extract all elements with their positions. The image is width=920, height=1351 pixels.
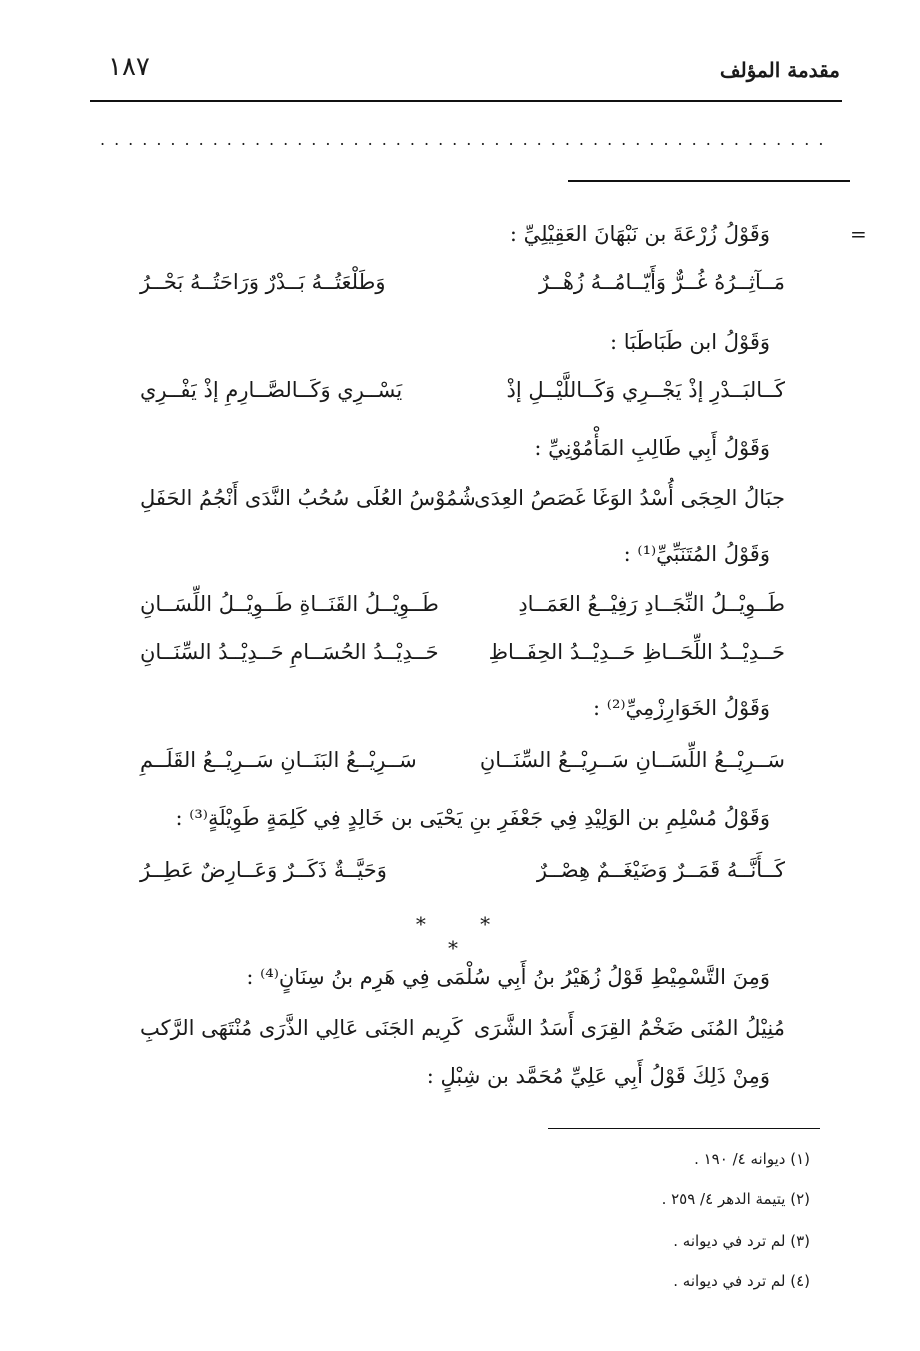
- verse-line: [140, 858, 785, 898]
- footnote: (٣) لم ترد في ديوانه .: [673, 1232, 810, 1250]
- footnote: (٤) لم ترد في ديوانه .: [673, 1272, 810, 1290]
- prose-line: وَقَوْلُ الخَوَارِزْمِيِّ⁽²⁾ :: [593, 696, 770, 720]
- page-number: ١٨٧: [108, 52, 150, 82]
- prose-line: وَقَوْلُ مُسْلِمِ بن الوَلِيْدِ فِي جَعْفَرِ بنِ يَحْيَى بن خَالِدٍ فِي كَلِمَةٍ طَوِيْلَةٍ⁽³⁾ :: [175, 806, 770, 830]
- verse-second-hemistich: شُمُوْسُ العُلَى سُحُبُ النَّدَى أَنْجُمُ الحَفَلِ: [140, 486, 476, 510]
- verse-first-hemistich: طَــوِيْــلُ النِّجَــادِ رَفِيْــعُ العَمَــادِ: [518, 592, 785, 616]
- footnote: (١) ديوانه ٤/ ١٩٠ .: [694, 1150, 810, 1168]
- verse-first-hemistich: مُنِيْلُ المُنَى ضَخْمُ القِرَى أَسَدُ الشَّرَى: [473, 1016, 785, 1040]
- verse-line: [140, 270, 785, 310]
- prose-line: وَقَوْلُ زُرْعَةَ بن نَبْهَانَ العَقِيْلِيِّ :: [509, 222, 770, 246]
- running-header-title: مقدمة المؤلف: [719, 58, 840, 82]
- verse-second-hemistich: وَحَيَّــةٌ ذَكَــرٌ وَعَــارِضٌ عَطِــرُ: [140, 858, 387, 882]
- footnote-rule: [548, 1128, 820, 1129]
- verse-first-hemistich: جبَالُ الحِجَى أُسْدُ الوَغَا غَصَصُ العِدَى: [474, 486, 785, 510]
- verse-line: [140, 486, 785, 526]
- verse-first-hemistich: كَــأَنَّــهُ قَمَــرٌ وَضَيْغَــمٌ هِصْــرٌ: [536, 858, 785, 882]
- verse-second-hemistich: وَطَلْعَتُــهُ بَــدْرٌ وَرَاحَتُــهُ بَحْــرُ: [140, 270, 386, 294]
- verse-first-hemistich: كَــالبَــدْرِ إذْ يَجْــرِي وَكَــاللَّيْــلِ إذْ: [506, 378, 785, 402]
- verse-line: [140, 378, 785, 418]
- header-rule: [90, 100, 842, 102]
- section-stars: * * *: [415, 912, 515, 960]
- verse-second-hemistich: كَرِيم الجَنَى عَالِي الذَّرَى مُنْتَهَى الرَّكبِ: [140, 1016, 463, 1040]
- verse-first-hemistich: حَــدِيْــدُ اللِّحَــاظِ حَــدِيْــدُ الحِفَــاظِ: [488, 640, 785, 664]
- prose-line: وَمِنْ ذَلِكَ قَوْلُ أَبِي عَلِيِّ مُحَمَّد بن شِبْلٍ :: [426, 1064, 770, 1088]
- prose-line: وَقَوْلُ المُتَنَبِّيِّ⁽¹⁾ :: [623, 542, 770, 566]
- dotted-separator: ....................................................: [100, 130, 833, 149]
- prose-line: وَمِنَ التَّسْمِيْطِ قَوْلُ زُهَيْرُ بنُ أَبِي سُلْمَى فِي هَرِم بنُ سِنَانٍ⁽⁴⁾ :: [246, 965, 770, 989]
- prose-line: وَقَوْلُ ابن طَبَاطَبَا :: [610, 330, 770, 354]
- verse-second-hemistich: يَسْــرِي وَكَــالصَّــارِمِ إذْ يَفْــرِي: [140, 378, 403, 402]
- verse-line: [140, 1016, 785, 1056]
- prose-line: وَقَوْلُ أَبِي طَالِبِ المَأْمُوْنِيِّ :: [534, 436, 770, 460]
- verse-line: [140, 748, 785, 788]
- verse-line: [140, 592, 785, 632]
- verse-first-hemistich: مَــآثِــرُهُ غُــرٌّ وَأَيّــامُــهُ زُهْــرٌ: [538, 270, 785, 294]
- verse-first-hemistich: سَــرِيْــعُ اللِّسَــانِ سَــرِيْــعُ السِّنَــانِ: [479, 748, 785, 772]
- section-rule: [568, 180, 850, 182]
- verse-second-hemistich: سَــرِيْــعُ البَنَــانِ سَــرِيْــعُ القَلَــمِ: [140, 748, 417, 772]
- footnote: (٢) يتيمة الدهر ٤/ ٢٥٩ .: [661, 1190, 810, 1208]
- continuation-mark: =: [850, 222, 867, 246]
- verse-second-hemistich: حَــدِيْــدُ الحُسَــامِ حَــدِيْــدُ السِّنَــانِ: [140, 640, 439, 664]
- verse-second-hemistich: طَــوِيْــلُ القَنَــاةِ طَــوِيْــلُ اللِّسَــانِ: [140, 592, 439, 616]
- verse-line: [140, 640, 785, 680]
